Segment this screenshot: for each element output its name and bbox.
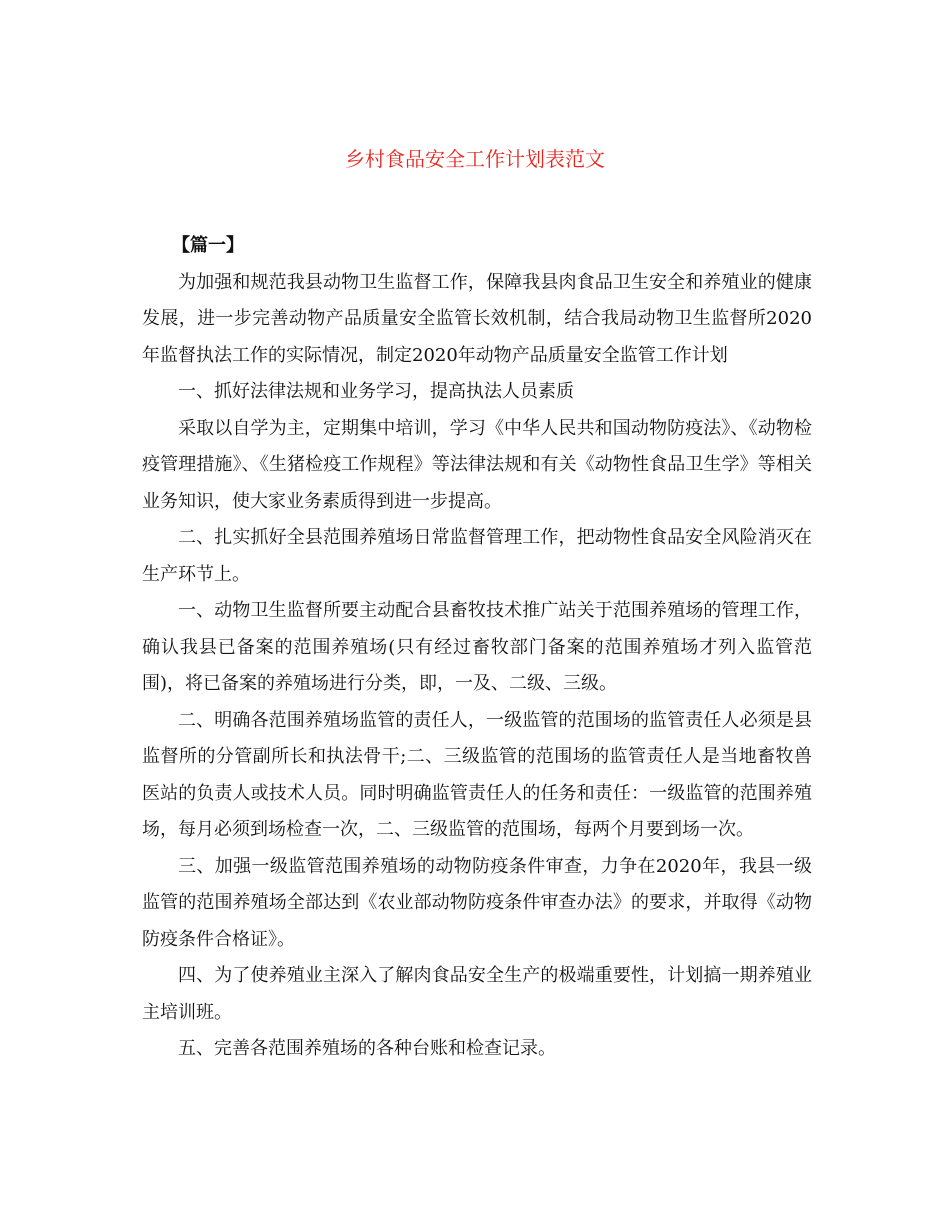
paragraph-item-1: 一、动物卫生监督所要主动配合县畜牧技术推广站关于范围养殖场的管理工作，确认我县已备案的范围养殖场(只有经过畜牧部门备案的范围养殖场才列入监管范围)，将已备案的养殖场进行分类，即，一及、二级、三级。 xyxy=(142,600,812,694)
paragraph-item-5: 五、完善各范围养殖场的各种台账和检查记录。 xyxy=(178,1038,556,1059)
paragraph-heading-1: 一、抓好法律法规和业务学习，提高执法人员素质 xyxy=(178,381,574,402)
section-label: 【篇一】 xyxy=(172,235,244,256)
paragraph-item-2: 二、明确各范围养殖场监管的责任人，一级监管的范围场的监管责任人必须是县监督所的分管副所长和执法骨干;二、三级监管的范围场的监管责任人是当地畜牧兽医站的负责人或技术人员。同时明确监管责任人的任务和责任：一级监管的范围养殖场，每月必须到场检查一次，二、三级监管的范围场，每两个月要到场一次。 xyxy=(142,709,812,840)
paragraph-item-3: 三、加强一级监管范围养殖场的动物防疫条件审查，力争在2020年，我县一级监管的范围养殖场全部达到《农业部动物防疫条件审查办法》的要求，并取得《动物防疫条件合格证》。 xyxy=(142,855,812,950)
paragraph-study: 采取以自学为主，定期集中培训，学习《中华人民共和国动物防疫法》、《动物检疫管理措施》、《生猪检疫工作规程》等法律法规和有关《动物性食品卫生学》等相关业务知识，使大家业务素质得到进一步提高。 xyxy=(142,417,812,512)
document-title: 乡村食品安全工作计划表范文 xyxy=(345,147,605,171)
document-body xyxy=(142,228,812,1068)
paragraph-item-4: 四、为了使养殖业主深入了解肉食品安全生产的极端重要性，计划搞一期养殖业主培训班。 xyxy=(142,965,812,1023)
paragraph-heading-2: 二、扎实抓好全县范围养殖场日常监督管理工作，把动物性食品安全风险消灭在生产环节上。 xyxy=(142,527,812,585)
paragraph-intro: 为加强和规范我县动物卫生监督工作，保障我县肉食品卫生安全和养殖业的健康发展，进一步完善动物产品质量安全监管长效机制，结合我局动物卫生监督所2020年监督执法工作的实际情况，制定2020年动物产品质量安全监管工作计划 xyxy=(142,271,812,366)
